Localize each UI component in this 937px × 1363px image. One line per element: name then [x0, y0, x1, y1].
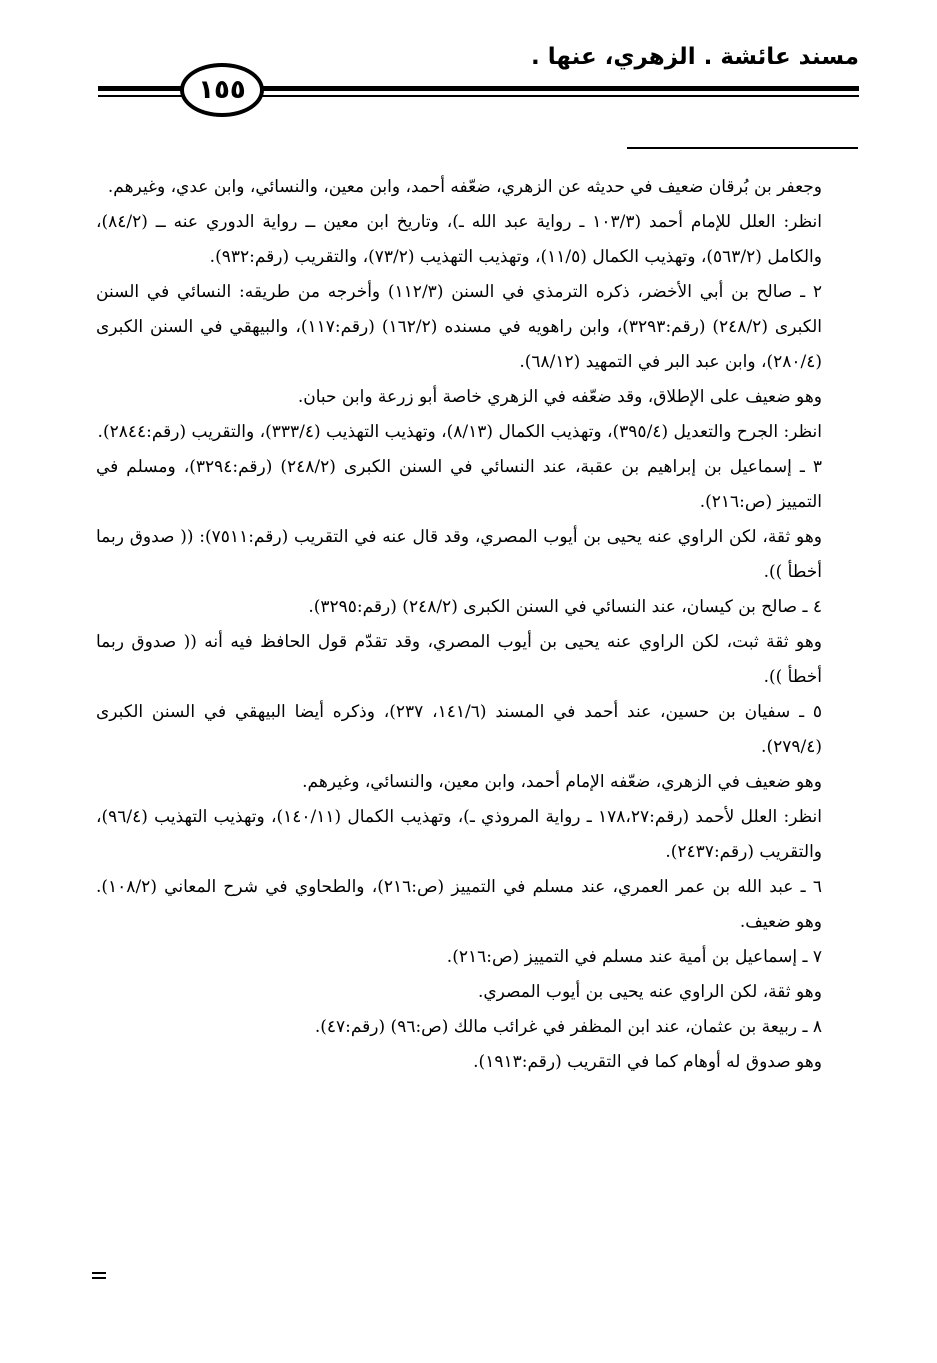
footnote-paragraph: ٦ ـ عبد الله بن عمر العمري، عند مسلم في التمييز (ص:٢١٦)، والطحاوي في شرح المعاني (١٠٨/٢). وهو ضعيف.	[96, 877, 823, 932]
page-number: ١٥٥	[198, 75, 246, 105]
footnote-paragraph: وهو ضعيف على الإطلاق، وقد ضعّفه في الزهري خاصة أبو زرعة وابن حبان.	[297, 387, 822, 407]
footnotes-block	[96, 170, 822, 1080]
footnote-paragraph: وهو صدوق له أوهام كما في التقريب (رقم:١٩١٣).	[473, 1052, 822, 1072]
continuation-mark	[92, 1272, 106, 1279]
footnote-paragraph: وهو ضعيف في الزهري، ضعّفه الإمام أحمد، وابن معين، والنسائي، وغيرهم.	[302, 772, 822, 792]
footnote-separator	[627, 147, 858, 149]
footnote-paragraph: ٤ ـ صالح بن كيسان، عند النسائي في السنن الكبرى (٢٤٨/٢) (رقم:٣٢٩٥).	[308, 597, 822, 617]
footnote-paragraph: وهو ثقة، لكن الراوي عنه يحيى بن أيوب المصري، وقد قال عنه في التقريب (رقم:٧٥١١): (( صدوق ربما أخطأ )).	[96, 527, 822, 582]
footnote-paragraph: وجعفر بن بُرقان ضعيف في حديثه عن الزهري، ضعّفه أحمد، وابن معين، والنسائي، وابن عدي، وغيرهم.	[107, 177, 822, 197]
running-title: مسند عائشة . الزهري، عنها .	[531, 44, 859, 70]
footnote-paragraph: وهو ثقة ثبت، لكن الراوي عنه يحيى بن أيوب المصري، وقد تقدّم قول الحافظ فيه أنه (( صدوق ربما أخطأ )).	[96, 632, 822, 687]
footnote-paragraph: وهو ثقة، لكن الراوي عنه يحيى بن أيوب المصري.	[477, 982, 822, 1002]
footnote-paragraph: انظر: العلل لأحمد (رقم:١٧٨،٢٧ ـ رواية المروذي ـ)، وتهذيب الكمال (١٤٠/١١)، وتهذيب التهذيب (٩٦/٤)، والتقريب (رقم:٢٤٣٧).	[96, 807, 823, 862]
footnote-paragraph: انظر: الجرح والتعديل (٣٩٥/٤)، وتهذيب الكمال (٨/١٣)، وتهذيب التهذيب (٣٣٣/٤)، والتقريب (رقم:٢٨٤٤).	[97, 422, 822, 442]
footnote-paragraph: ٨ ـ ربيعة بن عثمان، عند ابن المظفر في غرائب مالك (ص:٩٦) (رقم:٤٧).	[314, 1017, 822, 1037]
footnote-paragraph: ٧ ـ إسماعيل بن أمية عند مسلم في التمييز (ص:٢١٦).	[446, 947, 822, 967]
footnote-paragraph: ٥ ـ سفيان بن حسين، عند أحمد في المسند (١٤١/٦، ٢٣٧)، وذكره أيضا البيهقي في السنن الكبرى (٢٧٩/٤).	[96, 702, 823, 757]
footnote-paragraph: ٢ ـ صالح بن أبي الأخضر، ذكره الترمذي في السنن (١١٢/٣) وأخرجه من طريقه: النسائي في السنن الكبرى (٢٤٨/٢) (رقم:٣٢٩٣)، وابن راهويه في مسنده (١٦٢/٢) (رقم:١١٧)، والبيهقي في السنن الكبرى (٢٨٠/٤)، وابن عبد البر في التمهيد (٦٨/١٢).	[96, 282, 823, 372]
footnote-paragraph: ٣ ـ إسماعيل بن إبراهيم بن عقبة، عند النسائي في السنن الكبرى (٢٤٨/٢) (رقم:٣٢٩٤)، ومسلم في التمييز (ص:٢١٦).	[96, 457, 822, 512]
footnote-paragraph: انظر: العلل للإمام أحمد (١٠٣/٣ ـ رواية عبد الله ـ)، وتاريخ ابن معين ــ رواية الدوري عنه ــ (٨٤/٢)، والكامل (٥٦٣/٢)، وتهذيب الكمال (١١/٥)، وتهذيب التهذيب (٧٣/٢)، والتقريب (رقم:٩٣٢).	[96, 212, 822, 267]
page-number-oval	[180, 63, 264, 117]
